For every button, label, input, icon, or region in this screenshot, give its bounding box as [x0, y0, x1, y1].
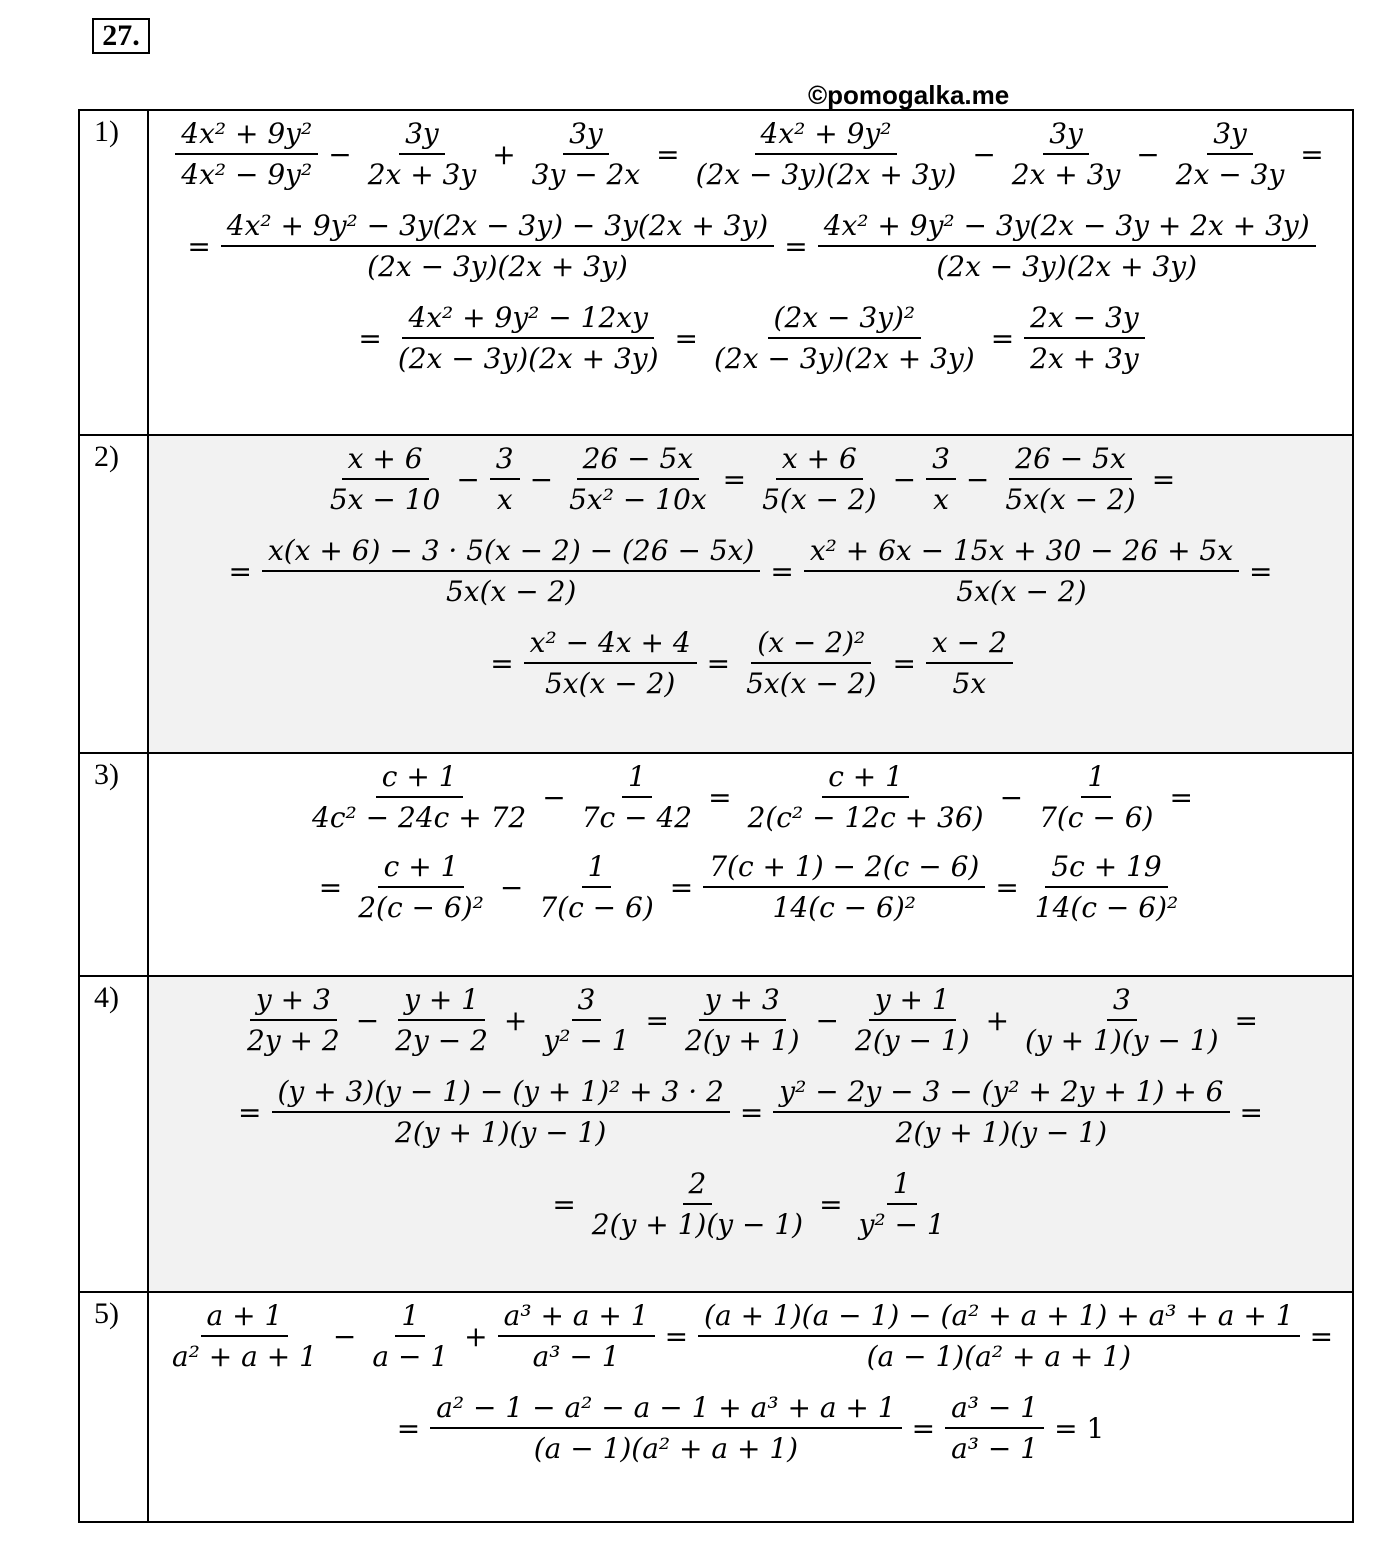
fraction — [773, 1075, 1229, 1149]
denominator: (2x − 3y)(2x + 3y) — [397, 342, 659, 375]
denominator: 2(c − 6)² — [358, 891, 484, 924]
numerator: 3y — [399, 117, 445, 155]
fraction — [703, 850, 985, 924]
denominator: 5(x − 2) — [762, 483, 877, 516]
numerator: x + 6 — [776, 442, 863, 480]
operator: − — [355, 1003, 380, 1037]
fraction — [740, 626, 882, 700]
operator: = — [664, 1319, 689, 1353]
fraction — [690, 117, 963, 191]
denominator: 2x + 3y — [367, 158, 477, 191]
denominator: 5x² − 10x — [569, 483, 707, 516]
fraction — [524, 626, 697, 700]
operator: − — [529, 462, 554, 496]
denominator: 14(c − 6)² — [1034, 891, 1179, 924]
row-number: 2) — [80, 436, 149, 752]
denominator: 5x(x − 2) — [1005, 483, 1136, 516]
denominator: 2(c² − 12c + 36) — [747, 801, 984, 834]
numerator: y + 1 — [398, 983, 485, 1021]
numerator: x(x + 6) − 3 · 5(x − 2) − (26 − 5x) — [262, 534, 760, 572]
operator: − — [456, 462, 480, 496]
operator: = — [722, 462, 747, 496]
operator: − — [999, 780, 1024, 814]
equation-line — [149, 442, 1352, 516]
row-number: 1) — [80, 111, 149, 434]
fraction — [999, 442, 1141, 516]
fraction — [1029, 850, 1184, 924]
operator: = — [892, 646, 916, 680]
denominator: (2x − 3y)(2x + 3y) — [713, 342, 975, 375]
operator: = — [1169, 780, 1193, 814]
denominator: y² − 1 — [543, 1024, 630, 1057]
numerator: 1 — [622, 760, 652, 798]
numerator: a + 1 — [201, 1299, 289, 1337]
denominator: 5x − 10 — [329, 483, 441, 516]
numerator: (2x − 3y)² — [768, 301, 922, 339]
equation-line — [149, 1299, 1352, 1373]
operator: − — [965, 462, 990, 496]
numerator: a² − 1 − a² − a − 1 + a³ + a + 1 — [430, 1391, 901, 1429]
fraction — [537, 983, 635, 1057]
table-row — [80, 754, 1352, 977]
row-number: 3) — [80, 754, 149, 975]
denominator: 4x² − 9y² — [181, 158, 313, 191]
operator: = — [396, 1411, 421, 1445]
row-number: 4) — [80, 977, 149, 1291]
operator: + — [985, 1003, 1010, 1037]
numerator: 4x² + 9y² − 12xy — [402, 301, 653, 339]
denominator: 4c² − 24c + 72 — [312, 801, 527, 834]
fraction — [679, 983, 806, 1057]
denominator: 5x(x − 2) — [544, 667, 676, 700]
operator: = — [1151, 462, 1176, 496]
fraction — [324, 442, 447, 516]
denominator: (2x − 3y)(2x + 3y) — [936, 250, 1198, 283]
table-row — [80, 1293, 1352, 1521]
fraction — [498, 1299, 655, 1373]
solution-table — [78, 109, 1354, 1523]
operator: + — [503, 1003, 528, 1037]
operator: − — [542, 780, 566, 814]
denominator: (a − 1)(a² + a + 1) — [533, 1432, 799, 1465]
fraction — [1006, 117, 1127, 191]
fraction — [490, 442, 520, 516]
equation-line — [149, 850, 1352, 924]
denominator: 2(y − 1) — [855, 1024, 970, 1057]
fraction — [533, 850, 659, 924]
denominator: 2x − 3y — [1175, 158, 1285, 191]
table-row — [80, 977, 1352, 1293]
fraction — [366, 1299, 454, 1373]
numerator: 3y — [1207, 117, 1253, 155]
numerator: x² + 6x − 15x + 30 − 26 + 5x — [804, 534, 1239, 572]
operator: = — [187, 229, 211, 263]
operator: = — [770, 554, 794, 588]
denominator: a² + a + 1 — [171, 1340, 317, 1373]
row-content — [149, 1293, 1352, 1521]
operator: = — [1239, 1095, 1263, 1129]
fraction — [804, 534, 1239, 608]
operator: − — [332, 1319, 357, 1353]
fraction — [1033, 760, 1159, 834]
denominator: a³ − 1 — [532, 1340, 620, 1373]
denominator: 2y − 2 — [395, 1024, 488, 1057]
operator: + — [464, 1319, 488, 1353]
fraction — [241, 983, 346, 1057]
numerator: c + 1 — [822, 760, 909, 798]
numerator: 5c + 19 — [1045, 850, 1167, 888]
numerator: 2x − 3y — [1024, 301, 1145, 339]
denominator: 2y + 2 — [247, 1024, 340, 1057]
numerator: 4x² + 9y² — [755, 117, 898, 155]
fraction — [526, 117, 647, 191]
denominator: 2(y + 1)(y − 1) — [895, 1116, 1108, 1149]
fraction — [352, 850, 490, 924]
numerator: y + 3 — [250, 983, 337, 1021]
fraction — [563, 442, 713, 516]
numerator: x − 2 — [926, 626, 1013, 664]
fraction — [742, 760, 990, 834]
denominator: 2x + 3y — [1030, 342, 1139, 375]
fraction — [392, 301, 665, 375]
operator: = — [656, 137, 680, 171]
numerator: 1 — [395, 1299, 425, 1337]
table-row — [80, 436, 1352, 754]
denominator: (2x − 3y)(2x + 3y) — [367, 250, 628, 283]
numerator: c + 1 — [378, 850, 465, 888]
numerator: (x − 2)² — [751, 626, 871, 664]
numerator: 1 — [887, 1167, 917, 1205]
operator: = — [645, 1003, 669, 1037]
operator: = 1 — [1054, 1411, 1105, 1445]
fraction — [945, 1391, 1044, 1465]
denominator: 7(c − 6) — [1039, 801, 1154, 834]
fraction — [756, 442, 883, 516]
numerator: 3 — [1107, 983, 1137, 1021]
operator: = — [669, 870, 694, 904]
operator: = — [238, 1095, 262, 1129]
row-number: 5) — [80, 1293, 149, 1521]
numerator: 7(c + 1) − 2(c − 6) — [703, 850, 985, 888]
denominator: 7(c − 6) — [539, 891, 654, 924]
denominator: 2x + 3y — [1011, 158, 1121, 191]
fraction — [1019, 983, 1224, 1057]
numerator: y + 1 — [869, 983, 956, 1021]
operator: = — [990, 321, 1015, 355]
fraction — [389, 983, 494, 1057]
denominator: 2(y + 1)(y − 1) — [591, 1208, 804, 1241]
operator: + — [492, 137, 516, 171]
denominator: a − 1 — [372, 1340, 449, 1373]
operator: = — [1249, 554, 1273, 588]
operator: = — [358, 321, 382, 355]
denominator: 3y − 2x — [531, 158, 641, 191]
fraction — [306, 760, 532, 834]
fraction — [1170, 117, 1291, 191]
denominator: y² − 1 — [858, 1208, 945, 1241]
operator: = — [1300, 137, 1324, 171]
operator: − — [972, 137, 996, 171]
equation-line — [149, 760, 1352, 834]
fraction — [926, 442, 956, 516]
row-content — [149, 977, 1352, 1291]
operator: − — [815, 1003, 839, 1037]
operator: − — [328, 137, 352, 171]
operator: = — [708, 780, 732, 814]
denominator: 5x(x − 2) — [956, 575, 1087, 608]
numerator: a³ − 1 — [945, 1391, 1044, 1429]
fraction — [818, 209, 1316, 283]
denominator: 2(y + 1) — [684, 1024, 800, 1057]
denominator: a³ − 1 — [951, 1432, 1039, 1465]
equation-line — [149, 1391, 1352, 1465]
task-number: 27. — [92, 18, 150, 54]
watermark: ©pomogalka.me — [808, 80, 1010, 110]
operator: = — [228, 554, 252, 588]
equation-line — [149, 983, 1352, 1057]
table-row — [80, 111, 1352, 436]
equation-line — [149, 209, 1352, 283]
numerator: c + 1 — [376, 760, 463, 798]
numerator: 1 — [582, 850, 612, 888]
fraction — [586, 1167, 809, 1241]
operator: = — [552, 1187, 576, 1221]
denominator: 14(c − 6)² — [772, 891, 916, 924]
denominator: 5x(x − 2) — [445, 575, 577, 608]
fraction — [708, 301, 981, 375]
operator: − — [499, 870, 524, 904]
fraction — [166, 1299, 323, 1373]
numerator: 4x² + 9y² − 3y(2x − 3y) − 3y(2x + 3y) — [221, 209, 774, 247]
numerator: 3 — [926, 442, 956, 480]
numerator: (y + 3)(y − 1) − (y + 1)² + 3 · 2 — [272, 1075, 730, 1113]
denominator: (y + 1)(y − 1) — [1025, 1024, 1219, 1057]
fraction — [430, 1391, 901, 1465]
fraction — [262, 534, 760, 608]
denominator: (2x − 3y)(2x + 3y) — [695, 158, 957, 191]
fraction — [926, 626, 1013, 700]
fraction — [576, 760, 698, 834]
operator: = — [318, 870, 343, 904]
equation-line — [149, 1075, 1352, 1149]
operator: = — [784, 229, 808, 263]
equation-line — [149, 626, 1352, 700]
operator: − — [892, 462, 917, 496]
equation-line — [149, 534, 1352, 608]
denominator: (a − 1)(a² + a + 1) — [866, 1340, 1132, 1373]
fraction — [362, 117, 483, 191]
numerator: 26 − 5x — [1009, 442, 1132, 480]
operator: = — [1234, 1003, 1258, 1037]
fraction — [698, 1299, 1300, 1373]
row-content — [149, 754, 1352, 975]
numerator: (a + 1)(a − 1) − (a² + a + 1) + a³ + a + 1 — [698, 1299, 1300, 1337]
numerator: 3y — [563, 117, 609, 155]
operator: = — [674, 321, 698, 355]
numerator: 3y — [1043, 117, 1089, 155]
fraction — [1024, 301, 1145, 375]
fraction — [849, 983, 976, 1057]
fraction — [175, 117, 318, 191]
numerator: 2 — [683, 1167, 713, 1205]
numerator: x² − 4x + 4 — [524, 626, 697, 664]
row-content — [149, 111, 1352, 434]
operator: − — [1136, 137, 1160, 171]
operator: = — [1309, 1319, 1334, 1353]
operator: = — [490, 646, 514, 680]
operator: = — [706, 646, 731, 680]
denominator: x — [933, 483, 949, 516]
fraction — [272, 1075, 730, 1149]
equation-line — [149, 301, 1352, 375]
denominator: x — [496, 483, 513, 516]
numerator: y + 3 — [699, 983, 786, 1021]
denominator: 7c − 42 — [581, 801, 693, 834]
fraction — [221, 209, 774, 283]
numerator: 3 — [572, 983, 602, 1021]
operator: = — [995, 870, 1019, 904]
numerator: a³ + a + 1 — [498, 1299, 655, 1337]
operator: = — [739, 1095, 764, 1129]
denominator: 2(y + 1)(y − 1) — [395, 1116, 607, 1149]
operator: = — [911, 1411, 936, 1445]
operator: = — [819, 1187, 843, 1221]
denominator: 5x(x − 2) — [746, 667, 877, 700]
numerator: 26 − 5x — [577, 442, 700, 480]
row-content — [149, 436, 1352, 752]
numerator: x + 6 — [342, 442, 429, 480]
numerator: 4x² + 9y² − 3y(2x − 3y + 2x + 3y) — [818, 209, 1316, 247]
denominator: 5x — [952, 667, 987, 700]
equation-line — [149, 1167, 1352, 1241]
numerator: y² − 2y − 3 − (y² + 2y + 1) + 6 — [773, 1075, 1229, 1113]
equation-line — [149, 117, 1352, 191]
numerator: 3 — [490, 442, 520, 480]
fraction — [853, 1167, 951, 1241]
numerator: 4x² + 9y² — [175, 117, 318, 155]
numerator: 1 — [1081, 760, 1111, 798]
